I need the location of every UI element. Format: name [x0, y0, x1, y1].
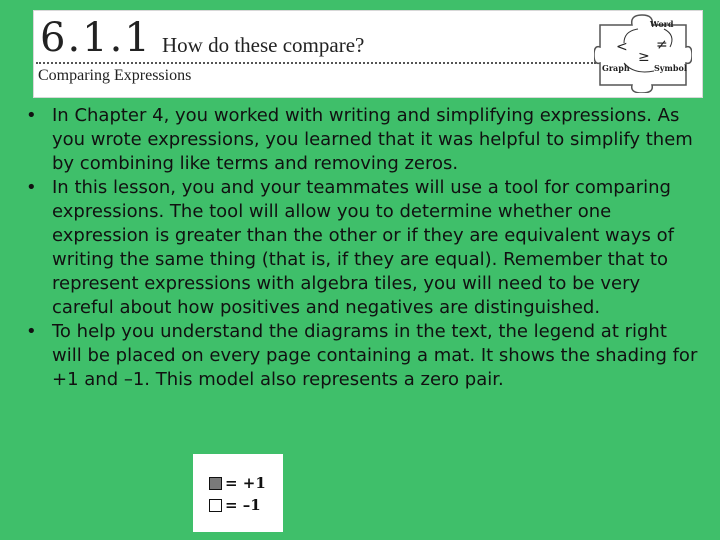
legend-positive-label: = +1	[225, 474, 266, 492]
list-item	[22, 176, 698, 320]
legend-negative-label: = –1	[225, 496, 261, 514]
legend-positive-row	[209, 474, 266, 492]
positive-tile-icon	[209, 477, 222, 490]
bullet-marker: •	[26, 321, 37, 342]
puzzle-piece-icon	[594, 13, 692, 93]
lesson-banner	[33, 10, 703, 98]
lesson-number: 6.1.1	[40, 15, 152, 61]
negative-tile-icon	[209, 499, 222, 512]
tile-legend	[193, 454, 283, 532]
lesson-subtitle: Comparing Expressions	[38, 67, 192, 84]
list-item	[22, 104, 698, 176]
puzzle-ne-symbol: ≠	[656, 37, 668, 53]
puzzle-lt-symbol: <	[616, 39, 628, 55]
bullet-text: To help you understand the diagrams in the text, the legend at right will be placed on every page containing a mat. It shows the shading for +1 and –1. This model also represents a zero pair.	[52, 321, 698, 390]
legend-negative-row	[209, 496, 261, 514]
banner-divider	[36, 62, 596, 64]
bullet-text: In this lesson, you and your teammates will use a tool for comparing expressions. The tool will allow you to determine whether one expression is greater than the other or if they are equivalent ways of writing the same thing (that is, if they are equal). Remember that to represent expressions with algebra tiles, you will need to be very careful about how positives and negatives are distinguished.	[52, 177, 674, 318]
puzzle-graph-label: Graph	[602, 63, 630, 73]
bullet-text: In Chapter 4, you worked with writing and simplifying expressions. As you wrote expressions, you learned that it was helpful to simplify them by combining like terms and removing zeros.	[52, 105, 693, 174]
lesson-title: How do these compare?	[162, 33, 365, 57]
puzzle-symbol-label: Symbol	[654, 63, 687, 73]
bullet-marker: •	[26, 177, 37, 198]
bullet-list	[22, 104, 698, 392]
puzzle-ge-symbol: ≥	[638, 49, 650, 65]
puzzle-word-label: Word	[650, 19, 674, 29]
bullet-marker: •	[26, 105, 37, 126]
list-item	[22, 320, 698, 392]
